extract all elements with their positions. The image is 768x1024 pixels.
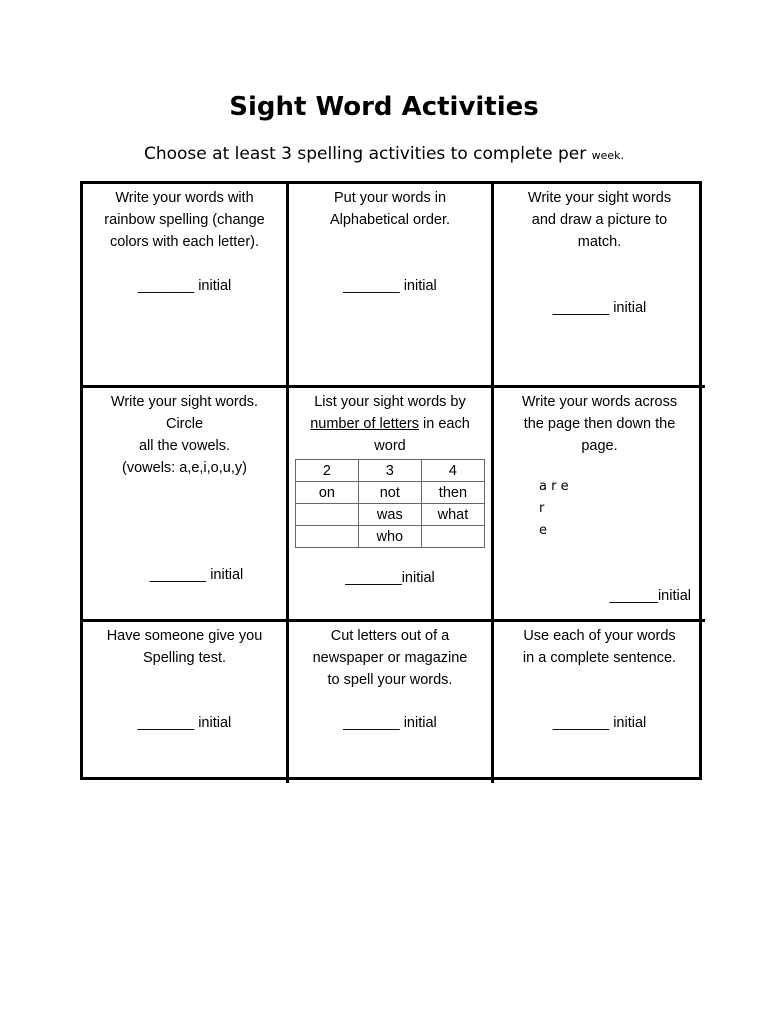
activity-draw-picture: [494, 184, 705, 388]
activity-text: Cut letters out of a newspaper or magazine to spell your words.: [312, 628, 468, 688]
activity-text: Use each of your words in a complete sentence.: [522, 628, 677, 666]
activity-line-1: List your sight words by: [314, 394, 466, 410]
page-title: Sight Word Activities: [229, 92, 539, 122]
table-row: [296, 526, 485, 548]
initial-line: _______ initial: [552, 300, 647, 316]
number-of-letters-underlined: number of letters: [310, 416, 419, 432]
letters-table: [295, 459, 485, 548]
table-header-row: [296, 460, 485, 482]
table-header: 2: [296, 460, 359, 482]
activity-text: [295, 391, 485, 457]
activity-grid: [80, 181, 702, 780]
table-cell: who: [358, 526, 421, 548]
subtitle-week: week.: [591, 149, 625, 162]
activity-circle-vowels: [83, 388, 289, 622]
example-across: a r e: [539, 479, 569, 494]
table-cell: [296, 504, 359, 526]
initial-line: _______ initial: [552, 715, 647, 731]
activity-text: Write your sight words. Circle all the vowels. (vowels: a,e,i,o,u,y): [110, 394, 259, 476]
initial-line: ______initial: [609, 588, 691, 604]
activity-alphabetical-order: [289, 184, 494, 388]
activity-complete-sentence: [494, 622, 705, 783]
subtitle-main: Choose at least 3 spelling activities to complete per: [143, 144, 587, 164]
table-row: [296, 504, 485, 526]
table-cell: [296, 526, 359, 548]
initial-line: _______ initial: [343, 278, 437, 294]
across-down-example: [539, 476, 569, 542]
initial-line: _______initial: [345, 570, 435, 586]
initial-line: _______ initial: [343, 715, 437, 731]
activity-text: Write your words across the page then down the page.: [521, 394, 678, 454]
activity-text: Write your sight words and draw a picture to match.: [527, 190, 672, 250]
activity-rainbow-spelling: [83, 184, 289, 388]
activity-text: Put your words in Alphabetical order.: [329, 190, 451, 228]
page-subtitle: [0, 144, 768, 164]
table-header: 3: [358, 460, 421, 482]
activity-text: Write your words with rainbow spelling (change colors with each letter).: [104, 190, 265, 250]
activity-text: Have someone give you Spelling test.: [106, 628, 263, 666]
activity-cut-letters: [289, 622, 494, 783]
initial-line: _______ initial: [137, 278, 232, 294]
table-cell: not: [358, 482, 421, 504]
table-cell: [421, 526, 484, 548]
activity-spelling-test: [83, 622, 289, 783]
table-cell: was: [358, 504, 421, 526]
initial-line: _______ initial: [149, 567, 244, 583]
activity-number-of-letters: [289, 388, 494, 622]
table-cell: on: [296, 482, 359, 504]
initial-line: _______ initial: [137, 715, 232, 731]
example-down-1: r: [539, 501, 545, 516]
table-cell: what: [421, 504, 484, 526]
activity-line-3: word: [374, 438, 406, 454]
example-down-2: e: [539, 523, 547, 538]
table-cell: then: [421, 482, 484, 504]
activity-across-and-down: [494, 388, 705, 622]
activity-line-2-rest: in each: [419, 416, 470, 432]
table-row: [296, 482, 485, 504]
table-header: 4: [421, 460, 484, 482]
